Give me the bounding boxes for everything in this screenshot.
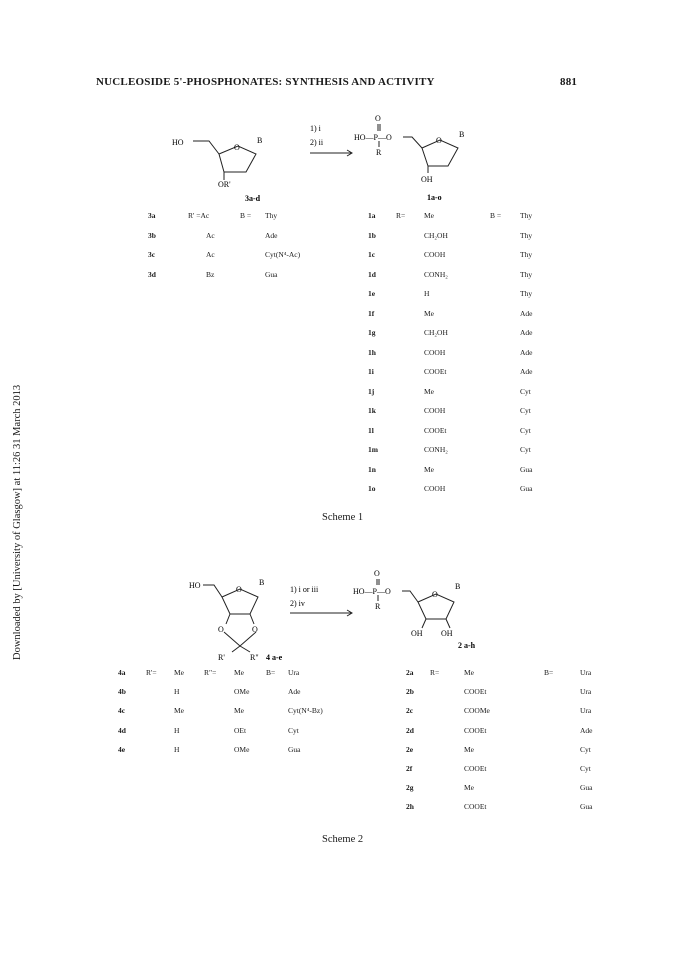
atom-or: OR' bbox=[218, 180, 231, 189]
r2-value: OEt bbox=[234, 725, 247, 735]
compound-id: 3d bbox=[148, 269, 156, 279]
r2-value: OMe bbox=[234, 744, 250, 754]
reagent-1: 1) i bbox=[310, 124, 321, 133]
r-value: Me bbox=[464, 783, 474, 793]
start-label: 4 a-e bbox=[266, 653, 283, 662]
b-header bbox=[544, 701, 580, 720]
atom-r: R bbox=[376, 148, 382, 157]
base: Gua bbox=[520, 464, 533, 474]
compound-id: 1g bbox=[368, 328, 376, 338]
table-row bbox=[118, 663, 323, 682]
table-row bbox=[406, 682, 593, 701]
atom-p-oxo: O bbox=[374, 569, 380, 578]
r1-value: H bbox=[174, 725, 180, 735]
base: Gua bbox=[265, 269, 278, 279]
table-row bbox=[118, 740, 323, 759]
reagent-1: 1) i or iii bbox=[290, 585, 319, 594]
compound-id: 2f bbox=[406, 764, 413, 774]
r-value: CONH₂ bbox=[424, 445, 448, 455]
compound-id: 4b bbox=[118, 687, 126, 697]
compound-id: 1h bbox=[368, 347, 376, 357]
compound-id: 1l bbox=[368, 425, 374, 435]
r-header bbox=[430, 701, 464, 720]
base: Thy bbox=[520, 269, 533, 279]
compound-id: 2g bbox=[406, 783, 414, 793]
table-row bbox=[406, 759, 593, 778]
base: Gua bbox=[520, 484, 533, 494]
table-row bbox=[118, 721, 323, 740]
r1-value: Me bbox=[174, 668, 184, 678]
base: Thy bbox=[520, 211, 533, 221]
base: Cyt bbox=[580, 744, 591, 754]
reagent-2: 2) ii bbox=[310, 138, 324, 147]
base: Cyt bbox=[288, 725, 299, 735]
r-value: COOH bbox=[424, 484, 446, 494]
base: Ade bbox=[520, 308, 533, 318]
base: Ade bbox=[520, 367, 533, 377]
running-title: NUCLEOSIDE 5'-PHOSPHONATES: SYNTHESIS AND ACTIVITY bbox=[96, 76, 435, 88]
table-row bbox=[406, 721, 593, 740]
r2-header: R"= bbox=[204, 668, 217, 678]
atom-p-oxo: O bbox=[375, 114, 381, 123]
r-value: H bbox=[424, 289, 430, 299]
b-header: B = bbox=[490, 211, 502, 221]
r-header: R' =Ac bbox=[188, 211, 210, 221]
base: Ade bbox=[288, 687, 301, 697]
compound-id: 4c bbox=[118, 706, 126, 716]
base: Thy bbox=[520, 230, 533, 240]
atom-o-ring-product: O bbox=[432, 590, 438, 599]
base: Cyt(N⁴-Ac) bbox=[265, 250, 301, 260]
compound-id: 1o bbox=[368, 484, 376, 494]
r-value: COOH bbox=[424, 347, 446, 357]
b-header bbox=[544, 682, 580, 701]
compound-id: 1i bbox=[368, 367, 374, 377]
r-value: Me bbox=[464, 668, 474, 678]
r-value: COOH bbox=[424, 406, 446, 416]
start-label: 3a-d bbox=[245, 194, 261, 203]
atom-ho-p-o: HO—P—O bbox=[353, 587, 391, 596]
r1-value: H bbox=[174, 744, 180, 754]
table-2a-h bbox=[406, 663, 593, 817]
r-value: CH₂OH bbox=[424, 328, 448, 338]
r2-value: Me bbox=[234, 668, 244, 678]
base: Cyt bbox=[520, 386, 531, 396]
atom-o-ring-product: O bbox=[436, 136, 442, 145]
scheme2-start-molecule bbox=[203, 585, 258, 652]
base: Ade bbox=[580, 725, 593, 735]
b-header bbox=[544, 759, 580, 778]
page-number: 881 bbox=[560, 76, 578, 88]
base: Gua bbox=[288, 744, 301, 754]
r-value: COOEt bbox=[464, 764, 487, 774]
r-header bbox=[430, 740, 464, 759]
compound-id: 4e bbox=[118, 744, 126, 754]
r2-value: OMe bbox=[234, 687, 250, 697]
compound-id: 1e bbox=[368, 289, 376, 299]
atom-o-ring: O bbox=[234, 143, 240, 152]
scheme2-caption: Scheme 2 bbox=[322, 834, 364, 845]
compound-id: 1a bbox=[368, 211, 376, 221]
atom-r2: R" bbox=[250, 653, 259, 662]
compound-id: 4d bbox=[118, 725, 126, 735]
table-row bbox=[118, 682, 323, 701]
table-row bbox=[406, 701, 593, 720]
atom-oh-2: OH bbox=[411, 629, 423, 638]
r-value: CH₂OH bbox=[424, 230, 448, 240]
table-row bbox=[406, 663, 593, 682]
base: Ade bbox=[520, 347, 533, 357]
r-header bbox=[430, 682, 464, 701]
atom-b: B bbox=[257, 136, 263, 145]
r-value: Ac bbox=[206, 250, 215, 260]
r1-value: Me bbox=[174, 706, 184, 716]
compound-id: 3b bbox=[148, 230, 156, 240]
base: Thy bbox=[520, 250, 533, 260]
compound-id: 1m bbox=[368, 445, 378, 455]
base: Cyt bbox=[520, 425, 531, 435]
r-value: COOEt bbox=[464, 725, 487, 735]
b-header: B= bbox=[266, 668, 276, 678]
base: Gua bbox=[580, 783, 593, 793]
product-label: 2 a-h bbox=[458, 641, 476, 650]
compound-id: 1f bbox=[368, 308, 375, 318]
compound-id: 1c bbox=[368, 250, 376, 260]
r-value: COOEt bbox=[464, 802, 487, 812]
base: Thy bbox=[265, 211, 278, 221]
compound-id: 3c bbox=[148, 250, 156, 260]
r-value: Me bbox=[464, 744, 474, 754]
b-header bbox=[544, 740, 580, 759]
compound-id: 1j bbox=[368, 386, 375, 396]
download-watermark: Downloaded by [University of Glasgow] at 11:26 31 March 2013 bbox=[12, 384, 23, 660]
compound-id: 2c bbox=[406, 706, 414, 716]
base: Ade bbox=[265, 230, 278, 240]
compound-id: 1n bbox=[368, 464, 376, 474]
atom-o-3: O bbox=[252, 625, 258, 634]
r-header bbox=[430, 721, 464, 740]
r-header bbox=[430, 759, 464, 778]
r-value: Ac bbox=[206, 230, 215, 240]
atom-ho: HO bbox=[189, 581, 201, 590]
r-value: Me bbox=[424, 386, 434, 396]
table-row bbox=[118, 701, 323, 720]
r1-value: H bbox=[174, 687, 180, 697]
r-header: R= bbox=[396, 211, 406, 221]
r-value: Bz bbox=[206, 269, 215, 279]
compound-id: 4a bbox=[118, 668, 126, 678]
base: Ade bbox=[520, 328, 533, 338]
atom-r1: R' bbox=[218, 653, 225, 662]
atom-b-product: B bbox=[455, 582, 461, 591]
r-value: CONH₂ bbox=[424, 269, 448, 279]
compound-id: 2d bbox=[406, 725, 414, 735]
compound-id: 1d bbox=[368, 269, 376, 279]
r-value: COOMe bbox=[464, 706, 490, 716]
reaction-arrow-2 bbox=[290, 610, 352, 616]
base: Ura bbox=[580, 668, 592, 678]
base: Ura bbox=[580, 687, 592, 697]
atom-o-2: O bbox=[218, 625, 224, 634]
atom-b-product: B bbox=[459, 130, 465, 139]
b-header: B = bbox=[240, 211, 252, 221]
r-value: COOEt bbox=[424, 425, 447, 435]
atom-ho: HO bbox=[172, 138, 184, 147]
r-value: Me bbox=[424, 308, 434, 318]
base: Cyt bbox=[520, 445, 531, 455]
base: Ura bbox=[580, 706, 592, 716]
r1-header: R'= bbox=[146, 668, 157, 678]
b-header: B= bbox=[544, 668, 554, 678]
r-header bbox=[430, 797, 464, 816]
r-value: COOEt bbox=[464, 687, 487, 697]
b-header bbox=[544, 778, 580, 797]
r-value: Me bbox=[424, 464, 434, 474]
base: Cyt bbox=[580, 764, 591, 774]
r-value: Me bbox=[424, 211, 434, 221]
product-label: 1a-o bbox=[427, 193, 442, 202]
b-header bbox=[544, 721, 580, 740]
reagent-2: 2) iv bbox=[290, 599, 305, 608]
table-row bbox=[406, 740, 593, 759]
base: Thy bbox=[520, 289, 533, 299]
atom-o-ring: O bbox=[236, 585, 242, 594]
compound-id: 2b bbox=[406, 687, 414, 697]
compound-id: 3a bbox=[148, 211, 156, 221]
compound-id: 2h bbox=[406, 802, 414, 812]
r-value: COOH bbox=[424, 250, 446, 260]
table-row bbox=[406, 778, 593, 797]
base: Gua bbox=[580, 802, 593, 812]
table-4a-e bbox=[118, 663, 323, 759]
compound-id: 1b bbox=[368, 230, 376, 240]
r-header bbox=[430, 778, 464, 797]
base: Ura bbox=[288, 668, 300, 678]
base: Cyt bbox=[520, 406, 531, 416]
atom-oh: OH bbox=[421, 175, 433, 184]
b-header bbox=[544, 797, 580, 816]
compound-id: 2e bbox=[406, 744, 414, 754]
base: Cyt(N⁴-Bz) bbox=[288, 706, 323, 716]
atom-oh-3: OH bbox=[441, 629, 453, 638]
atom-ho-p-o: HO—P—O bbox=[354, 133, 392, 142]
table-row bbox=[406, 797, 593, 816]
compound-id: 1k bbox=[368, 406, 376, 416]
atom-r: R bbox=[375, 602, 381, 611]
compound-id: 2a bbox=[406, 668, 414, 678]
scheme1-caption: Scheme 1 bbox=[322, 512, 364, 523]
r-header: R= bbox=[430, 668, 440, 678]
r2-value: Me bbox=[234, 706, 244, 716]
r-value: COOEt bbox=[424, 367, 447, 377]
atom-b: B bbox=[259, 578, 265, 587]
